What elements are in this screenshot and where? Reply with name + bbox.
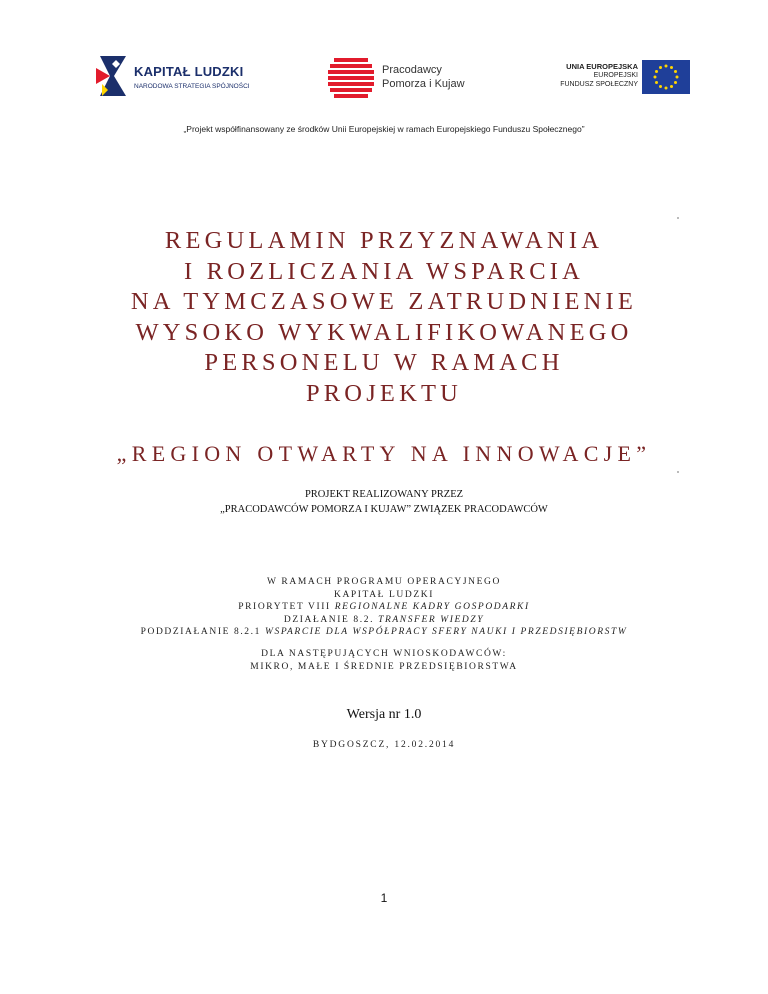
page-number: 1 xyxy=(380,891,388,905)
title-line: PERSONELU W RAMACH xyxy=(204,349,564,376)
title-line: WYSOKO WYKWALIFIKOWANEGO xyxy=(135,318,633,346)
eu-logo xyxy=(530,60,690,96)
pracodawcy-name-line1: Pracodawcy xyxy=(382,64,442,76)
project-name: „REGION OTWARTY NA INNOWACJE” xyxy=(116,441,652,466)
title-line: PROJEKTU xyxy=(305,379,463,407)
applicants-line2: MIKRO, MAŁE I ŚREDNIE PRZEDSIĘBIORSTWA xyxy=(250,661,518,672)
action-line xyxy=(0,614,768,627)
programme-block xyxy=(0,576,768,639)
margin-mark xyxy=(677,217,679,219)
kapital-ludzki-logo xyxy=(96,52,256,102)
kapital-ludzki-emblem-icon xyxy=(96,54,130,98)
action-name: TRANSFER WIEDZY xyxy=(378,614,485,625)
eu-line1: UNIA EUROPEJSKA xyxy=(566,62,638,71)
document-title xyxy=(0,226,768,409)
programme-line1: W RAMACH PROGRAMU OPERACYJNEGO xyxy=(267,577,501,587)
applicants-line1: DLA NASTĘPUJĄCYCH WNIOSKODAWCÓW: xyxy=(261,649,507,659)
action-label: DZIAŁANIE 8.2. xyxy=(283,614,375,625)
priority-label: PRIORYTET VIII xyxy=(238,602,331,612)
title-line: REGULAMIN PRZYZNAWANIA xyxy=(164,227,604,254)
margin-mark xyxy=(677,471,679,473)
kapital-ludzki-name: KAPITAŁ LUDZKI xyxy=(134,64,244,79)
cofinancing-note: „Projekt współfinansowany ze środków Unii Europejskiej w ramach Europejskiego Funduszu Społecznego” xyxy=(183,124,585,134)
realized-line1: PROJEKT REALIZOWANY PRZEZ xyxy=(304,489,464,500)
title-line: I ROZLICZANIA WSPARCIA xyxy=(183,257,585,285)
eu-flag-icon xyxy=(642,60,690,94)
eu-line3: FUNDUSZ SPOŁECZNY xyxy=(560,81,638,88)
subaction-line xyxy=(0,626,768,639)
priority-line xyxy=(0,601,768,614)
pracodawcy-logo xyxy=(328,58,488,98)
subaction-label: PODDZIAŁANIE 8.2.1 xyxy=(140,627,261,637)
pracodawcy-stripes-icon xyxy=(328,58,374,98)
place-date: BYDGOSZCZ, 12.02.2014 xyxy=(312,740,456,750)
eu-line2: EUROPEJSKI xyxy=(593,72,638,79)
realized-line2: „PRACODAWCÓW POMORZA I KUJAW” ZWIĄZEK PRACODAWCÓW xyxy=(220,504,548,515)
kapital-ludzki-subtitle: NARODOWA STRATEGIA SPÓJNOŚCI xyxy=(134,83,250,90)
subaction-name: WSPARCIE DLA WSPÓŁPRACY SFERY NAUKI I PRZEDSIĘBIORSTW xyxy=(264,627,628,637)
version-label: Wersja nr 1.0 xyxy=(346,707,422,722)
applicants-block xyxy=(0,648,768,673)
realized-by xyxy=(0,487,768,517)
programme-line2: KAPITAŁ LUDZKI xyxy=(333,589,434,600)
eu-logo-text xyxy=(560,62,638,89)
priority-name: REGIONALNE KADRY GOSPODARKI xyxy=(334,602,530,612)
pracodawcy-name-line2: Pomorza i Kujaw xyxy=(382,78,465,90)
title-line: NA TYMCZASOWE ZATRUDNIENIE xyxy=(130,288,638,315)
